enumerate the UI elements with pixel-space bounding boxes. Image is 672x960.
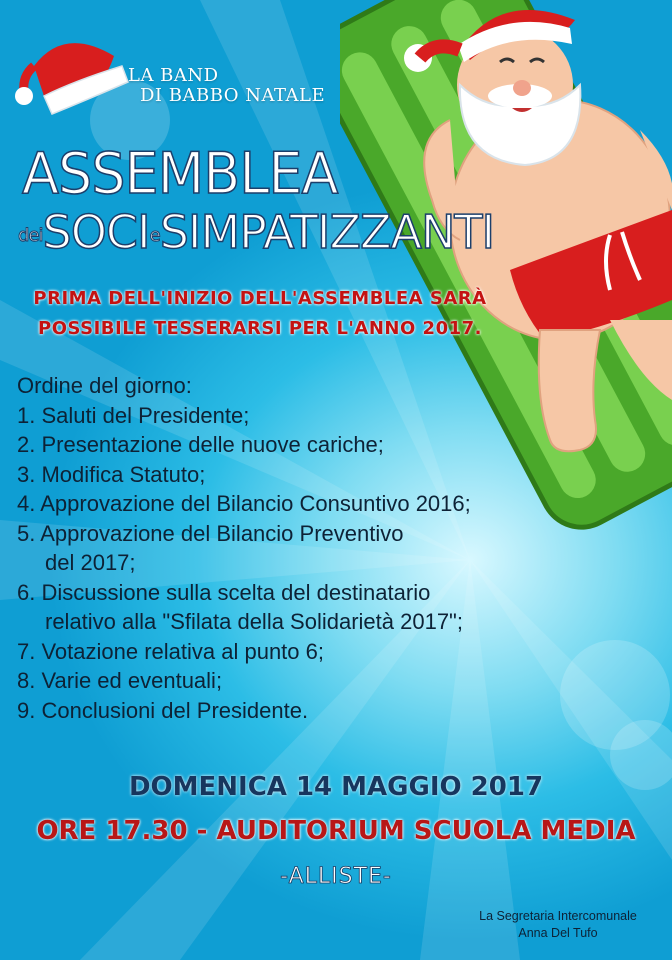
agenda-item-continued: del 2017; (45, 550, 136, 575)
assembly-subtitle (18, 205, 494, 259)
logo-line-2: DI BABBO NATALE (140, 85, 326, 106)
agenda-item: 3. Modifica Statuto; (17, 461, 206, 487)
agenda-item: 5. Approvazione del Bilancio Preventivo (17, 520, 404, 546)
signature-name: Anna Del Tufo (518, 926, 598, 940)
agenda-item-continued: relativo alla "Sfilata della Solidarietà 2017"; (45, 609, 463, 634)
title-soci: SOCI (42, 205, 150, 259)
title-simpatizzanti: SIMPATIZZANTI (159, 205, 495, 259)
agenda-item: 2. Presentazione delle nuove cariche; (17, 432, 384, 457)
agenda-list (17, 371, 637, 725)
membership-notice-line-2: POSSIBILE TESSERARSI PER L'ANNO 2017. (38, 318, 482, 339)
signature (458, 908, 658, 942)
agenda-item: 9. Conclusioni del Presidente. (17, 697, 309, 723)
event-time-place: ORE 17.30 - AUDITORIUM SCUOLA MEDIA (36, 816, 636, 846)
connector-e: e (149, 225, 160, 246)
agenda-heading: Ordine del giorno: (17, 373, 192, 398)
agenda-item: 7. Votazione relativa al punto 6; (17, 638, 324, 664)
agenda-item: 6. Discussione sulla scelta del destinatario (17, 579, 431, 605)
membership-notice-line-1: PRIMA DELL'INIZIO DELL'ASSEMBLEA SARÀ (33, 288, 487, 309)
agenda-item: 1. Saluti del Presidente; (17, 402, 250, 428)
connector-dei: dei (18, 225, 43, 246)
santa-hat-logo-icon (14, 26, 132, 120)
agenda-item: 8. Varie ed eventuali; (17, 668, 223, 693)
assembly-title: ASSEMBLEA (22, 140, 338, 207)
event-date: DOMENICA 14 MAGGIO 2017 (128, 772, 544, 802)
logo-line-1: LA BAND (128, 65, 219, 86)
agenda-item: 4. Approvazione del Bilancio Consuntivo 2016; (17, 491, 471, 516)
band-logo-text (128, 66, 325, 106)
signature-role: La Segretaria Intercomunale (479, 909, 637, 923)
event-town: -ALLISTE- (280, 864, 392, 889)
